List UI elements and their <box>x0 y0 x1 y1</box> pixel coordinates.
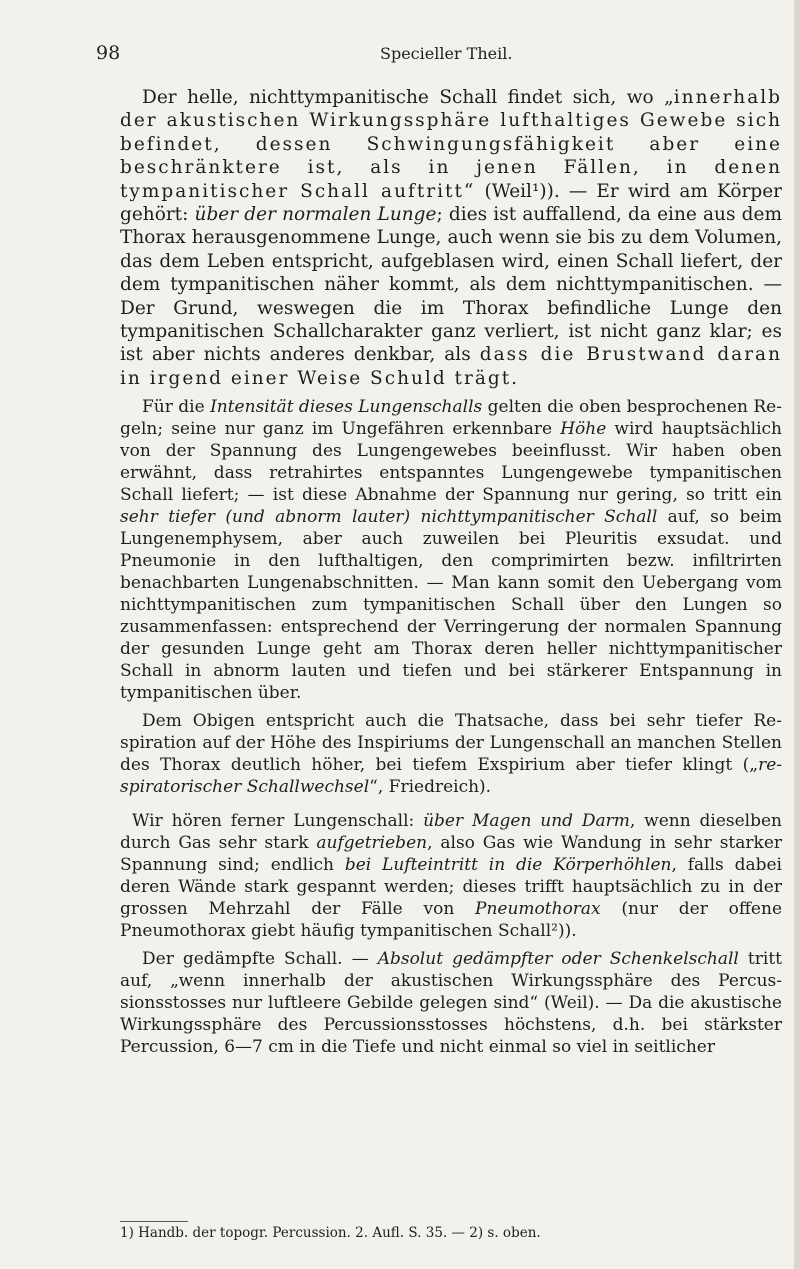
footnotes: 1) Handb. der topogr. Percussion. 2. Aufl. S. 35. — 2) s. oben. <box>120 1225 541 1241</box>
paragraph-5: Der gedämpfte Schall. — Absolut gedämpfter oder Schenkelschall tritt auf, „wenn innerhalb der akustischen Wirkungssphäre des Percussionsstosses nur luftleere Gebilde gelegen sind“ (Weil). — Da die akustische Wirkungssphäre des Percussionsstosses höchstens, d.h. bei stärkster Percussion, 6—7 cm in die Tiefe und nicht einmal so viel in seitlicher <box>120 949 782 1058</box>
paragraph-2: Für die Intensität dieses Lungenschalls gelten die oben besprochenen Regeln; seine nur ganz im Ungefähren erkennbare Höhe wird hauptsächlich von der Spannung des Lungengewebes beeinflusst. Wir haben oben erwähnt, dass retrahirtes entspanntes Lungengewebe tympanitischen Schall liefert; — ist diese Abnahme der Spannung nur gering, so tritt ein sehr tiefer (und abnorm lauter) nichttympanitischer Schall auf, so beim Lungenemphysem, aber auch zuweilen bei Pleuritis exsudat. und Pneumonie in den lufthaltigen, den comprimirten bezw. infiltrirten benachbarten Lungenabschnitten. — Man kann somit den Uebergang vom nichttympanitischen zum tympanitischen Schall über den Lungen so zusammenfassen: entsprechend der Verringerung der normalen Spannung der gesunden Lunge geht am Thorax deren heller nichttympanitischer Schall in abnorm lauten und tiefen und bei stärkerer Entspannung in tympanitischen über. <box>120 397 782 704</box>
page-edge <box>794 0 800 1269</box>
paragraph-4: Wir hören ferner Lungenschall: über Magen und Darm, wenn dieselben durch Gas sehr stark aufgetrieben, also Gas wie Wandung in sehr starker Spannung sind; endlich bei Lufteintritt in die Körperhöhlen, falls dabei deren Wände stark gespannt werden; dieses trifft hauptsächlich zu in der grossen Mehrzahl der Fälle von Pneumothorax (nur der offene Pneumothorax giebt häufig tympanitischen Schall²)). <box>120 811 783 942</box>
running-title: Specieller Theil. <box>380 44 513 63</box>
running-header <box>96 42 736 68</box>
footnote-rule <box>120 1221 188 1222</box>
paragraph-3: Dem Obigen entspricht auch die Thatsache, dass bei sehr tiefer Respiration auf der Höhe des Inspiriums der Lungenschall an manchen Stellen des Thorax deutlich höher, bei tiefem Exspirium aber tiefer klingt („respiratorischer Schallwechsel“, Friedreich). <box>120 711 782 798</box>
paragraph-1: Der helle, nichttympanitische Schall findet sich, wo „innerhalb der akustischen Wirkungssphäre lufthaltiges Gewebe sich befindet, dessen Schwingungsfähigkeit aber eine beschränktere ist, als in jenen Fällen, in denen tympanitischer Schall auftritt“ (Weil¹)). — Er wird am Körper gehört: über der normalen Lunge; dies ist auffallend, da eine aus dem Thorax herausgenommene Lunge, auch wenn sie bis zu dem Volumen, das dem Leben entspricht, aufgeblasen wird, einen Schall liefert, der dem tympanitischen näher kommt, als dem nichttympanitischen. — Der Grund, weswegen die im Thorax befindliche Lunge den tympanitischen Schallcharakter ganz verliert, ist nicht ganz klar; es ist aber nichts anderes denkbar, als dass die Brustwand daran in irgend einer Weise Schuld trägt. <box>120 87 782 389</box>
body-text <box>120 86 782 1058</box>
page-number: 98 <box>96 42 121 64</box>
